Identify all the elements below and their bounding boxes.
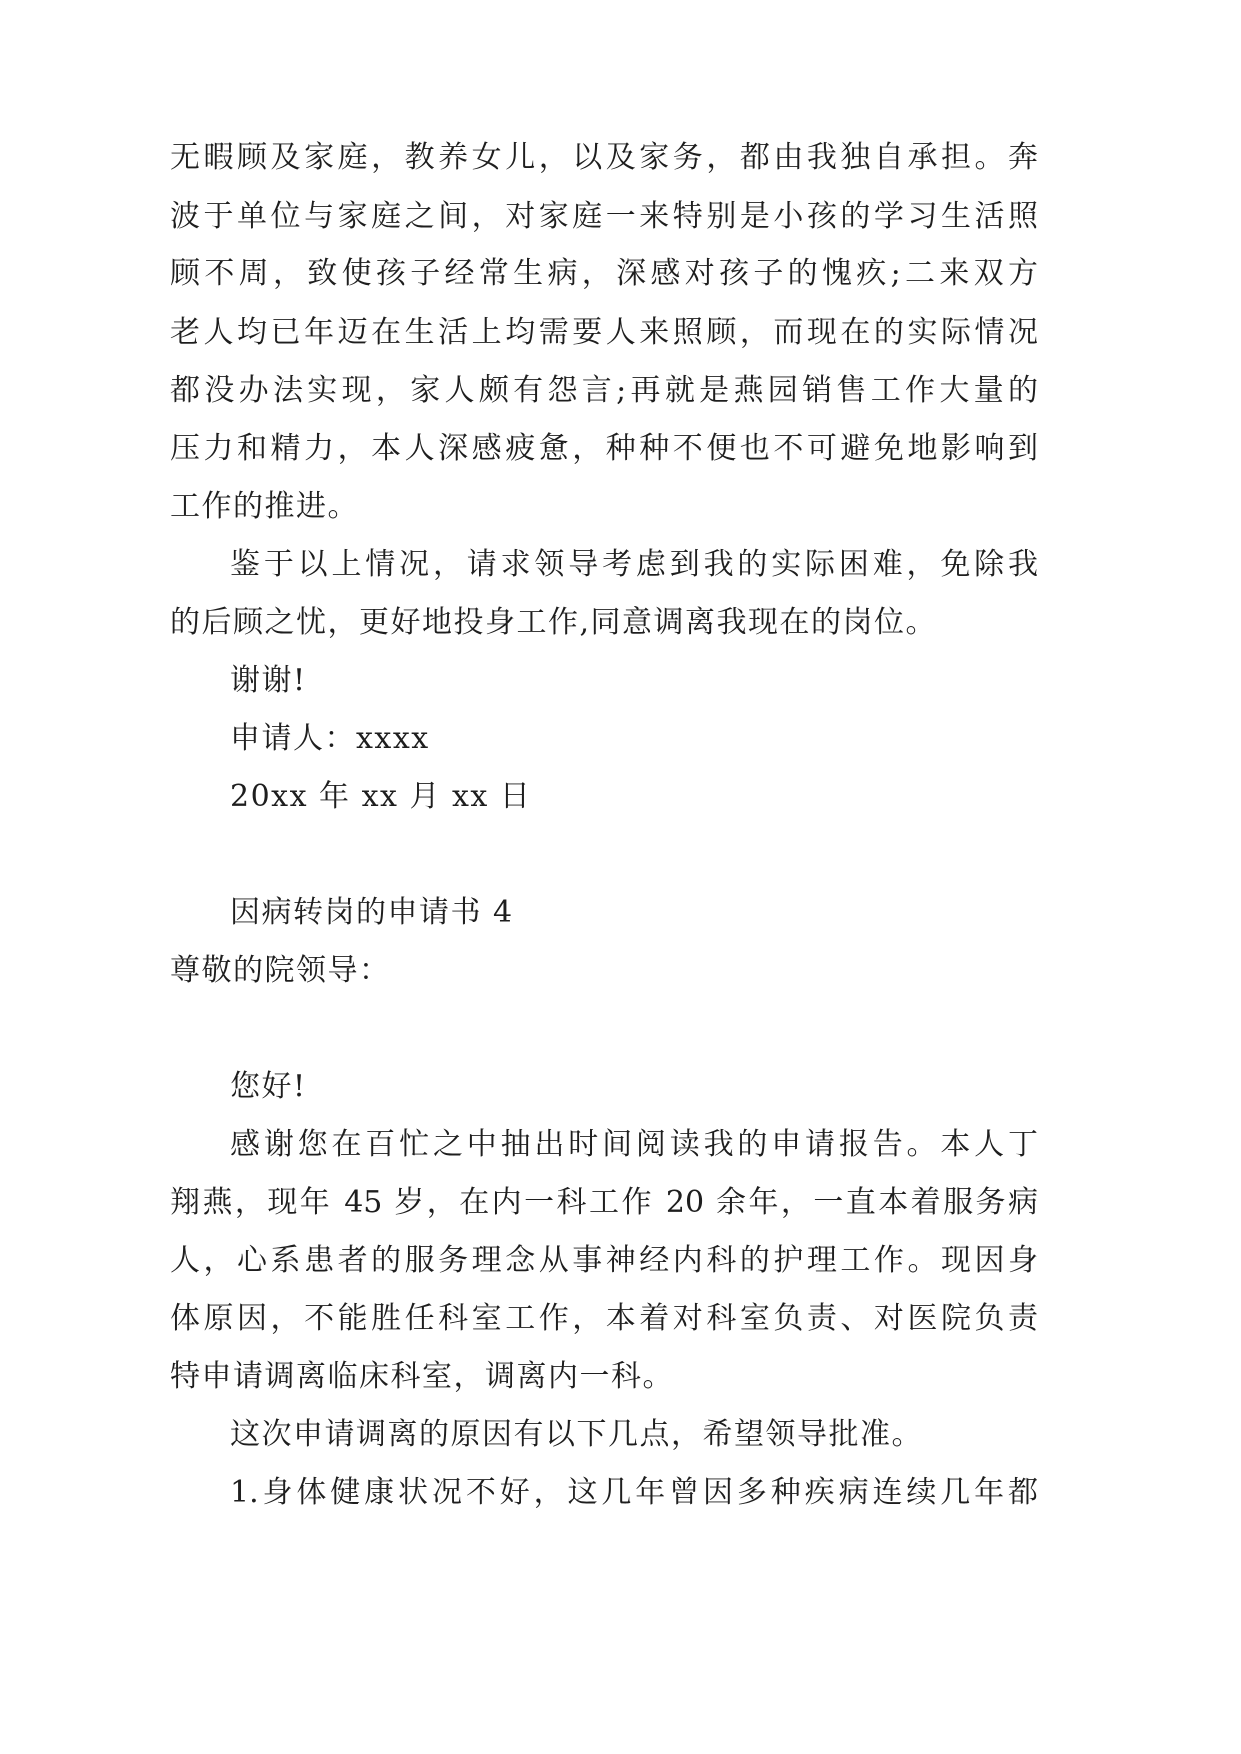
text-line-5: 都没办法实现，家人颇有怨言;再就是燕园销售工作大量的: [170, 373, 1038, 408]
text-line-4: 老人均已年迈在生活上均需要人来照顾，而现在的实际情况: [170, 315, 1038, 350]
reason-item-1: 1.身体健康状况不好，这几年曾因多种疾病连续几年都: [230, 1475, 1038, 1510]
text-line-6: 压力和精力，本人深感疲惫，种种不便也不可避免地影响到: [170, 431, 1038, 466]
text-line-9: 的后顾之忧，更好地投身工作,同意调离我现在的岗位。: [170, 605, 938, 640]
date-line: 20xx 年 xx 月 xx 日: [230, 779, 532, 814]
text-line-3: 顾不周，致使孩子经常生病，深感对孩子的愧疚;二来双方: [170, 256, 1038, 291]
text-line-2: 波于单位与家庭之间，对家庭一来特别是小孩的学习生活照: [170, 199, 1038, 234]
greeting-line: 您好!: [230, 1069, 307, 1104]
section-title: 因病转岗的申请书 4: [230, 895, 514, 930]
paragraph-indent-line-2: 感谢您在百忙之中抽出时间阅读我的申请报告。本人丁: [230, 1127, 1038, 1162]
text-line-20: 特申请调离临床科室，调离内一科。: [170, 1359, 674, 1394]
text-line-18: 人，心系患者的服务理念从事神经内科的护理工作。现因身: [170, 1243, 1038, 1278]
text-line-7: 工作的推进。: [170, 489, 359, 524]
paragraph-indent-line-1: 鉴于以上情况，请求领导考虑到我的实际困难，免除我: [230, 547, 1038, 582]
text-line-19: 体原因，不能胜任科室工作，本着对科室负责、对医院负责: [170, 1301, 1038, 1336]
reasons-intro-line: 这次申请调离的原因有以下几点，希望领导批准。: [230, 1417, 923, 1452]
thanks-line: 谢谢!: [230, 663, 307, 698]
applicant-line: 申请人：xxxx: [230, 721, 430, 756]
text-line-1: 无暇顾及家庭，教养女儿，以及家务，都由我独自承担。奔: [170, 140, 1038, 175]
salutation-line: 尊敬的院领导：: [170, 953, 391, 988]
text-line-17: 翔燕，现年 45 岁，在内一科工作 20 余年，一直本着服务病: [170, 1185, 1038, 1220]
